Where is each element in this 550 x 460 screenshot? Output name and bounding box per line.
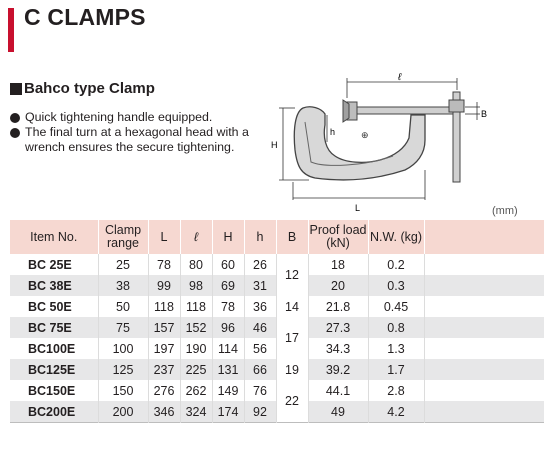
value-H: 78 (212, 296, 244, 317)
item-no: BC100E (28, 341, 76, 356)
title-accent-bar (8, 8, 14, 52)
col-B: B (276, 220, 308, 254)
c-clamp-diagram (265, 70, 505, 215)
value-H: 149 (212, 380, 244, 401)
net-weight: 0.3 (368, 275, 424, 296)
item-no: BC125E (10, 359, 98, 380)
net-weight: 1.7 (368, 359, 424, 380)
value-H: 131 (212, 359, 244, 380)
value-h: 36 (244, 296, 276, 317)
blank-cell (424, 296, 544, 317)
value-B: 14 (276, 296, 308, 317)
col-proof-load: Proof load (kN) (308, 220, 368, 254)
proof-load: 49 (308, 401, 368, 423)
value-l: 324 (180, 401, 212, 423)
proof-load: 20 (308, 275, 368, 296)
section-heading (10, 80, 155, 97)
value-h: 46 (244, 317, 276, 338)
bullet-icon (10, 113, 20, 123)
screw-rod (355, 107, 460, 114)
net-weight: 1.3 (368, 338, 424, 359)
table-row (10, 380, 544, 401)
unit-note: (mm) (492, 205, 518, 217)
value-L: 237 (148, 359, 180, 380)
value-H: 114 (212, 338, 244, 359)
value-H: 96 (212, 317, 244, 338)
value-h: 26 (244, 254, 276, 275)
page-title: C CLAMPS (24, 4, 146, 30)
net-weight: 2.8 (368, 380, 424, 401)
value-H: 174 (212, 401, 244, 423)
bullet-icon (10, 128, 20, 138)
value-L: 197 (148, 338, 180, 359)
table-row (10, 254, 544, 275)
col-L: L (148, 220, 180, 254)
net-weight: 0.2 (368, 254, 424, 275)
value-h: 76 (244, 380, 276, 401)
net-weight: 0.8 (368, 317, 424, 338)
spec-table (10, 220, 544, 423)
value-h: 92 (244, 401, 276, 423)
value-L: 157 (148, 317, 180, 338)
clamp-frame (294, 107, 425, 180)
feature-list (10, 110, 260, 155)
value-l: 225 (180, 359, 212, 380)
dim-label-h: h (330, 127, 336, 137)
blank-cell (424, 275, 544, 296)
proof-load: 27.3 (308, 317, 368, 338)
blank-cell (424, 401, 544, 423)
square-bullet-icon (10, 83, 22, 95)
value-L: 346 (148, 401, 180, 423)
value-L: 276 (148, 380, 180, 401)
table-row (10, 359, 544, 380)
item-no: BC150E (28, 383, 76, 398)
clamp-range: 100 (98, 338, 148, 359)
table-header-row (10, 220, 544, 254)
item-no: BC 38E (10, 275, 98, 296)
pad-face (343, 100, 349, 122)
proof-load: 18 (308, 254, 368, 275)
clamp-range: 200 (98, 401, 148, 423)
item-no: BC200E (10, 401, 98, 423)
col-h: h (244, 220, 276, 254)
col-item-no: Item No. (10, 220, 98, 254)
blank-cell (424, 359, 544, 380)
clamp-range: 75 (98, 317, 148, 338)
clamp-range: 125 (98, 359, 148, 380)
value-H: 69 (212, 275, 244, 296)
value-h: 56 (244, 338, 276, 359)
value-L: 118 (148, 296, 180, 317)
value-l: 98 (180, 275, 212, 296)
value-h: 66 (244, 359, 276, 380)
blank-cell (424, 254, 544, 275)
clamp-range: 38 (98, 275, 148, 296)
feature-item (10, 110, 260, 125)
clamp-range: 25 (98, 254, 148, 275)
dim-label-L: L (355, 203, 361, 213)
net-weight: 0.45 (368, 296, 424, 317)
col-l: ℓ (180, 220, 212, 254)
value-l: 262 (180, 380, 212, 401)
proof-load: 44.1 (308, 380, 368, 401)
feature-item (10, 125, 260, 155)
value-H: 60 (212, 254, 244, 275)
value-B: 12 (276, 254, 308, 296)
value-l: 80 (180, 254, 212, 275)
col-nw: N.W. (kg) (368, 220, 424, 254)
value-l: 152 (180, 317, 212, 338)
item-no: BC 75E (10, 317, 98, 338)
dim-label-B: B (481, 109, 488, 119)
value-B: 17 (276, 317, 308, 359)
value-h: 31 (244, 275, 276, 296)
value-l: 118 (180, 296, 212, 317)
dim-label-l: ℓ (398, 72, 402, 83)
col-blank (424, 220, 544, 254)
net-weight: 4.2 (368, 401, 424, 423)
table-row (10, 296, 544, 317)
clamp-range: 150 (98, 380, 148, 401)
section-title: Bahco type Clamp (24, 80, 155, 97)
value-L: 78 (148, 254, 180, 275)
value-l: 190 (180, 338, 212, 359)
proof-load: 39.2 (308, 359, 368, 380)
proof-load: 34.3 (308, 338, 368, 359)
pivot-mark: ⊕ (361, 130, 369, 140)
hex-head (449, 100, 464, 112)
value-B: 19 (276, 359, 308, 380)
dim-label-H: H (271, 140, 278, 150)
proof-load: 21.8 (308, 296, 368, 317)
feature-text: Quick tightening handle equipped. (25, 110, 213, 124)
col-clamp-range: Clamp range (98, 220, 148, 254)
table-row (10, 317, 544, 338)
item-no: BC 25E (28, 257, 72, 272)
feature-text: The final turn at a hexagonal head with a wrench ensures the secure tightening. (25, 125, 249, 154)
value-L: 99 (148, 275, 180, 296)
blank-cell (424, 338, 544, 359)
blank-cell (424, 317, 544, 338)
clamp-range: 50 (98, 296, 148, 317)
blank-cell (424, 380, 544, 401)
item-no: BC 50E (28, 299, 72, 314)
col-H: H (212, 220, 244, 254)
value-B: 22 (276, 380, 308, 423)
